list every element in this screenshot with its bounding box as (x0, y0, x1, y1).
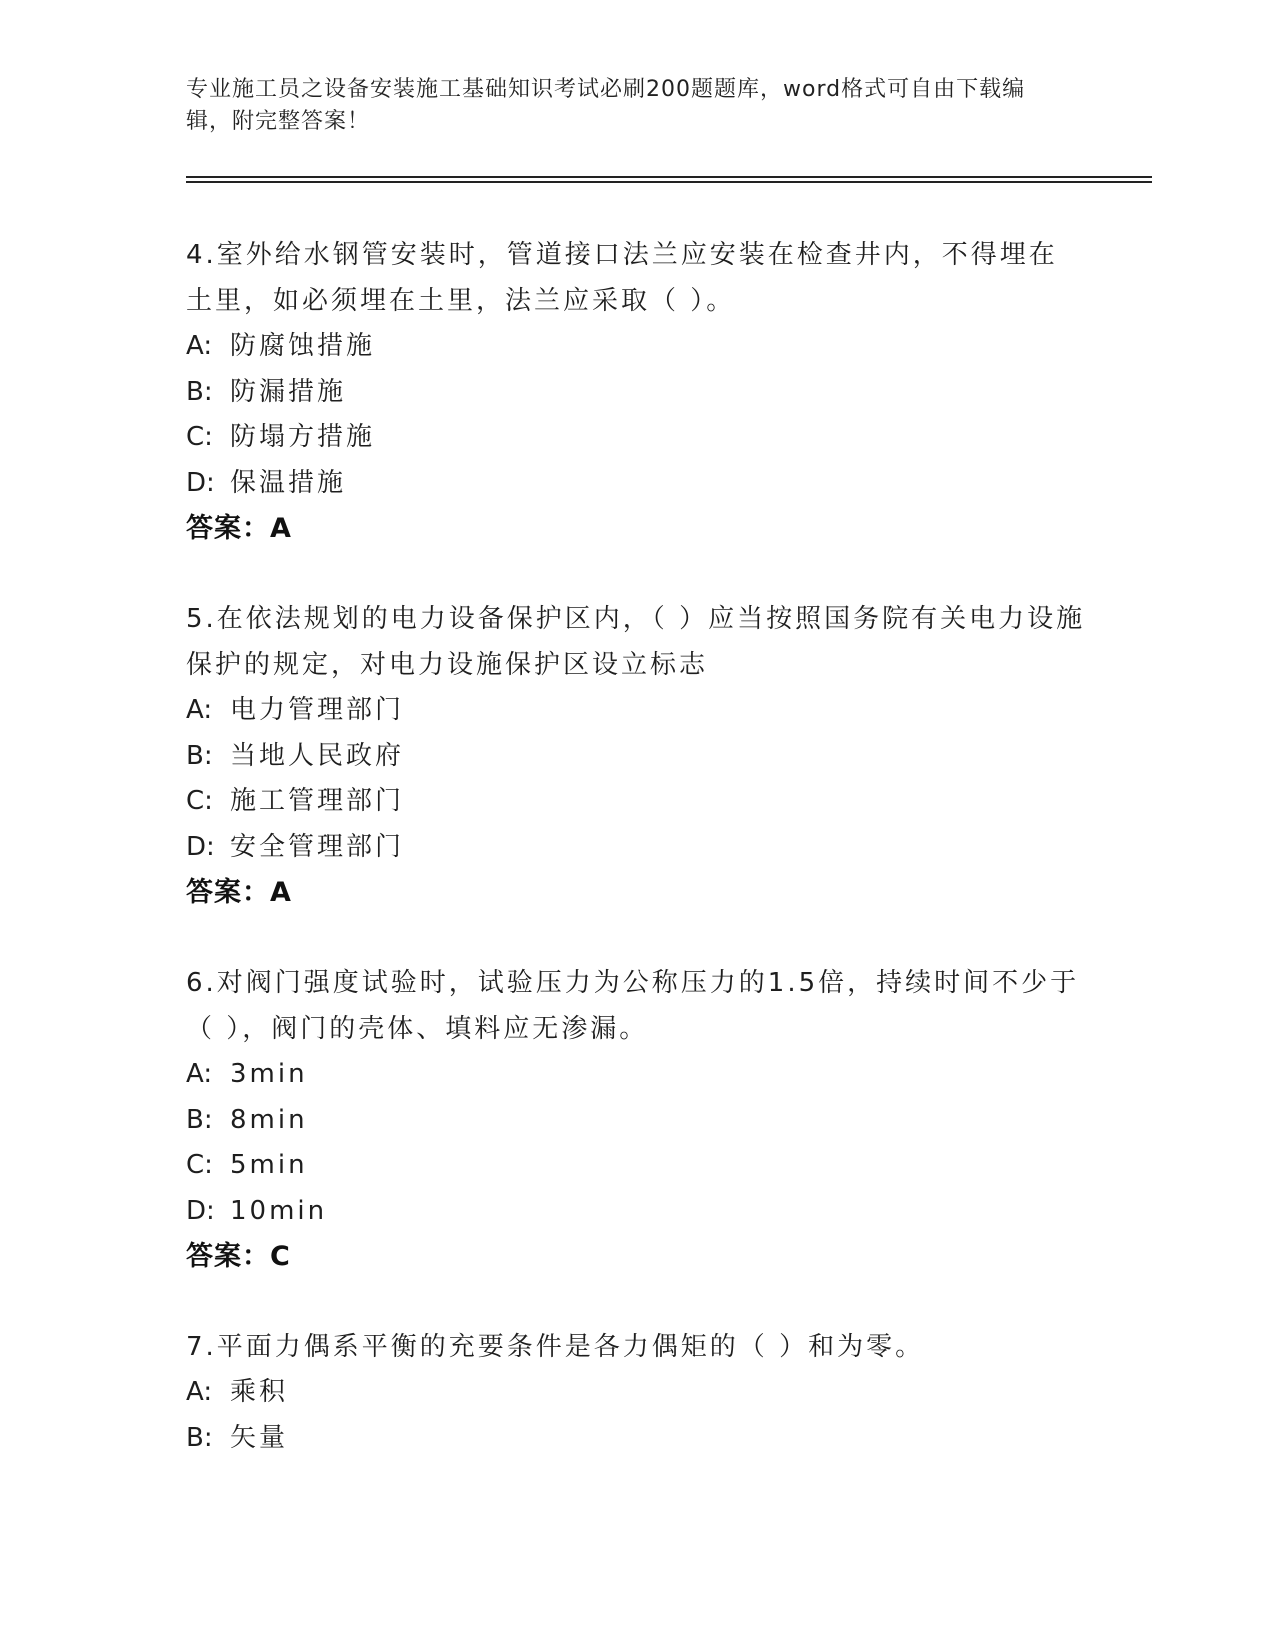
option-label: B: (186, 376, 213, 407)
option-text: 3min (230, 1059, 308, 1089)
option-text: 5min (230, 1150, 308, 1180)
option-text: 8min (230, 1104, 308, 1135)
option-a (186, 1052, 1086, 1098)
answer-line: 答案：C (186, 1241, 291, 1272)
option-text: 防腐蚀措施 (230, 331, 376, 361)
option-text: 电力管理部门 (230, 695, 405, 725)
header-rule-top (186, 176, 1152, 178)
option-a (186, 324, 1086, 370)
option-d (186, 461, 1086, 507)
question-text: 7.平面力偶系平衡的充要条件是各力偶矩的（ ）和为零。 (186, 1332, 925, 1362)
option-c (186, 1143, 1086, 1189)
option-text: 矢量 (230, 1422, 289, 1453)
option-text: 防漏措施 (230, 376, 347, 407)
option-label: A: (186, 695, 213, 725)
question-text: 6.对阀门强度试验时，试验压力为公称压力的1.5倍，持续时间不少于（ ），阀门的壳体、填料应无渗漏。 (186, 968, 1080, 1044)
option-label: B: (186, 740, 213, 771)
option-label: C: (186, 422, 213, 452)
option-d (186, 1189, 1086, 1235)
option-a (186, 1370, 1086, 1416)
option-label: D: (186, 467, 215, 498)
option-c (186, 415, 1086, 461)
option-text: 当地人民政府 (230, 740, 405, 771)
question-7 (186, 1324, 1086, 1461)
option-text: 保温措施 (230, 467, 347, 498)
question-6 (186, 960, 1086, 1280)
document-header: 专业施工员之设备安装施工基础知识考试必刷200题题库，word格式可自由下载编辑，附完整答案！ (186, 77, 1026, 134)
answer-line: 答案：A (186, 877, 292, 908)
option-b (186, 370, 1086, 416)
question-5 (186, 596, 1086, 916)
option-b (186, 1098, 1086, 1144)
question-text: 5.在依法规划的电力设备保护区内，（ ）应当按照国务院有关电力设施保护的规定，对电力设施保护区设立标志 (186, 604, 1086, 680)
option-d (186, 825, 1086, 871)
option-label: A: (186, 1377, 213, 1407)
option-b (186, 1416, 1086, 1462)
option-a (186, 688, 1086, 734)
option-label: A: (186, 331, 213, 361)
option-b (186, 734, 1086, 780)
option-label: B: (186, 1422, 213, 1453)
option-label: C: (186, 786, 213, 816)
option-label: C: (186, 1150, 213, 1180)
option-c (186, 779, 1086, 825)
header-rule-bottom (186, 181, 1152, 183)
option-label: B: (186, 1104, 213, 1135)
option-text: 10min (230, 1195, 328, 1226)
option-text: 施工管理部门 (230, 786, 405, 816)
option-label: A: (186, 1059, 213, 1089)
answer-line: 答案：A (186, 513, 292, 544)
option-label: D: (186, 831, 215, 862)
option-text: 防塌方措施 (230, 422, 376, 452)
question-4 (186, 232, 1086, 552)
option-text: 乘积 (230, 1377, 289, 1407)
option-text: 安全管理部门 (230, 831, 405, 862)
question-text: 4.室外给水钢管安装时，管道接口法兰应安装在检查井内，不得埋在土里，如必须埋在土里，法兰应采取（ ）。 (186, 240, 1058, 316)
option-label: D: (186, 1195, 215, 1226)
